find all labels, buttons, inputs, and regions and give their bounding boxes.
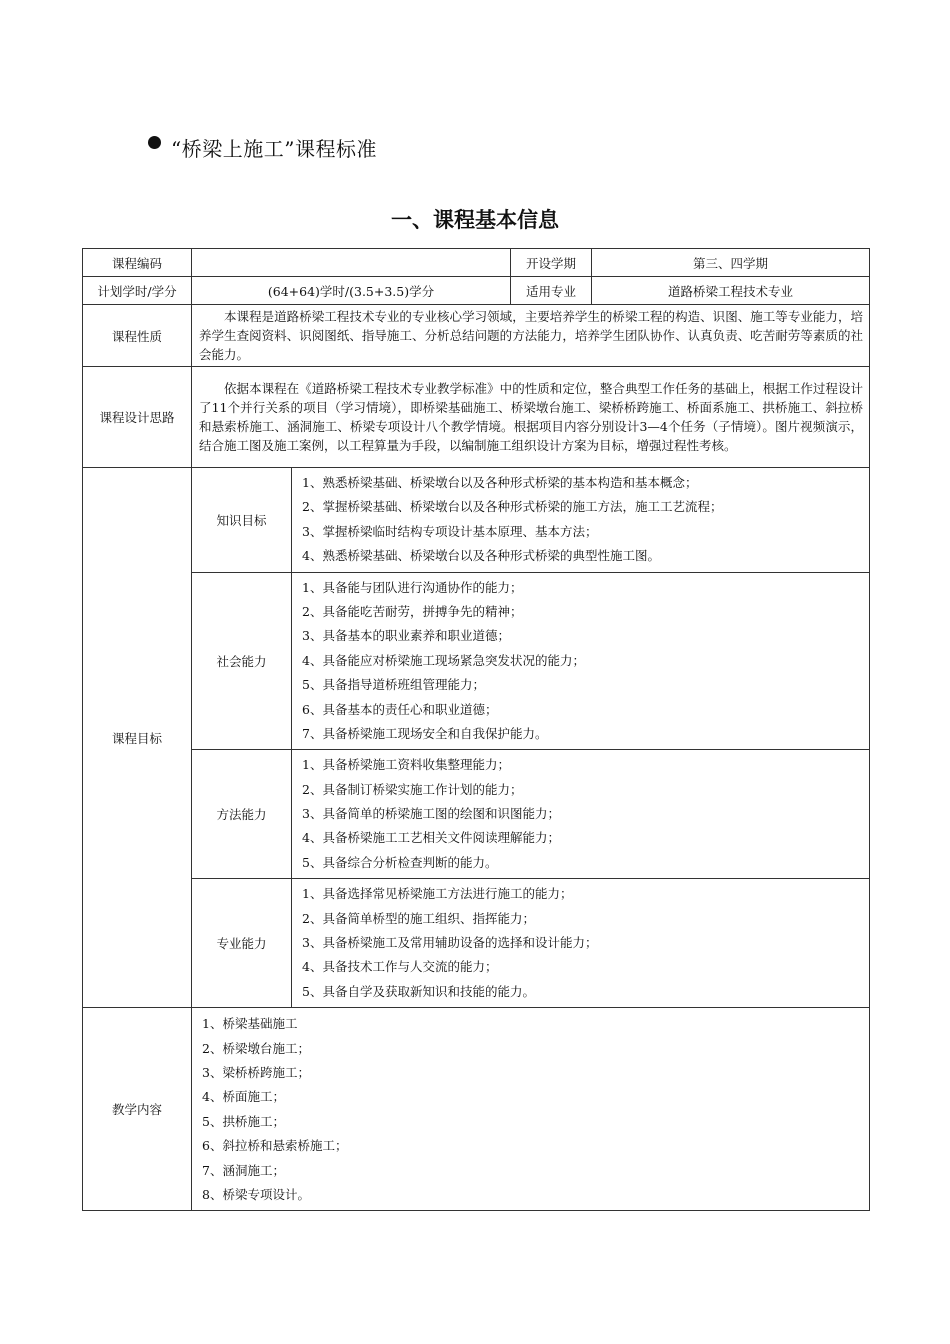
section-heading: 一、课程基本信息 <box>391 208 559 232</box>
semester-value: 第三、四学期 <box>592 249 870 277</box>
goals-label: 课程目标 <box>83 468 192 1008</box>
list-item: 1、具备桥梁施工资料收集整理能力； <box>302 757 510 773</box>
list-item: 1、熟悉桥梁基础、桥梁墩台以及各种形式桥梁的基本构造和基本概念； <box>302 475 698 490</box>
list-item: 2、掌握桥梁基础、桥梁墩台以及各种形式桥梁的施工方法，施工工艺流程； <box>302 499 723 515</box>
list-item: 7、涵洞施工； <box>202 1162 285 1178</box>
list-item: 4、具备技术工作与人交流的能力； <box>302 959 498 975</box>
list-item: 1、具备选择常见桥梁施工方法进行施工的能力； <box>302 886 573 902</box>
list-item: 8、桥梁专项设计。 <box>202 1186 310 1202</box>
list-item: 3、具备桥梁施工及常用辅助设备的选择和设计能力； <box>302 935 598 951</box>
method-label: 方法能力 <box>192 750 292 879</box>
list-item: 1、桥梁基础施工 <box>202 1016 298 1032</box>
design-text: 依据本课程在《道路桥梁工程技术专业教学标准》中的性质和定位，整合典型工作任务的基础上，根据工作过程设计了11个并行关系的项目（学习情境），即桥梁基础施工、桥梁墩台施工、梁桥桥跨施工、桥面系施工、拱桥施工、斜拉桥和悬索桥施工、涵洞施工、桥梁专项设计八个教学情境。根据项目内容分别设计3—4个任务（子情境）。图片视频演示，结合施工图及施工案例，以工程算量为手段，以编制施工组织设计方案为目标，增强过程性考核。 <box>199 381 863 453</box>
row-professional <box>83 879 870 1008</box>
list-item: 6、斜拉桥和悬索桥施工； <box>202 1138 348 1154</box>
content-label: 教学内容 <box>83 1008 192 1211</box>
list-item: 4、熟悉桥梁基础、桥梁墩台以及各种形式桥梁的典型性施工图。 <box>302 548 660 564</box>
list-item: 2、桥梁墩台施工； <box>202 1040 310 1056</box>
professional-cell <box>292 879 870 1008</box>
row-content <box>83 1008 870 1211</box>
course-code-value <box>192 249 511 277</box>
bullet-icon <box>148 136 161 149</box>
list-item: 2、具备制订桥梁实施工作计划的能力； <box>302 781 523 797</box>
list-item: 5、具备指导道桥班组管理能力； <box>302 677 485 693</box>
document-title-text: “桥梁上施工”课程标准 <box>171 136 377 161</box>
content-cell <box>192 1008 870 1211</box>
social-label: 社会能力 <box>192 572 292 750</box>
list-item: 5、具备自学及获取新知识和技能的能力。 <box>302 983 535 999</box>
row-course-code <box>83 249 870 277</box>
list-item: 2、具备能吃苦耐劳，拼搏争先的精神； <box>302 603 523 619</box>
hours-label: 计划学时/学分 <box>83 277 192 305</box>
major-value: 道路桥梁工程技术专业 <box>592 277 870 305</box>
list-item: 4、桥面施工； <box>202 1089 285 1105</box>
list-item: 2、具备简单桥型的施工组织、指挥能力； <box>302 910 535 926</box>
design-cell <box>192 367 870 468</box>
list-item: 7、具备桥梁施工现场安全和自我保护能力。 <box>302 725 548 741</box>
list-item: 5、拱桥施工； <box>202 1113 285 1129</box>
semester-label: 开设学期 <box>511 249 592 277</box>
design-label: 课程设计思路 <box>83 367 192 468</box>
row-design <box>83 367 870 468</box>
social-cell <box>292 572 870 750</box>
major-label: 适用专业 <box>511 277 592 305</box>
hours-value: (64+64)学时/(3.5+3.5)学分 <box>192 277 511 305</box>
list-item: 6、具备基本的责任心和职业道德； <box>302 701 498 717</box>
document-title <box>148 132 377 162</box>
list-item: 3、梁桥桥跨施工； <box>202 1064 310 1080</box>
nature-cell <box>192 305 870 367</box>
nature-text: 本课程是道路桥梁工程技术专业的专业核心学习领域，主要培养学生的桥梁工程的构造、识图、施工等专业能力，培养学生查阅资料、识阅图纸、指导施工、分析总结问题的方法能力，培养学生团队协作、认真负责、吃苦耐劳等素质的社会能力。 <box>199 309 863 362</box>
list-item: 3、具备基本的职业素养和职业道德； <box>302 628 510 644</box>
course-info-table <box>82 248 870 1211</box>
method-cell <box>292 750 870 879</box>
row-hours <box>83 277 870 305</box>
row-social <box>83 572 870 750</box>
list-item: 4、具备能应对桥梁施工现场紧急突发状况的能力； <box>302 652 585 668</box>
list-item: 1、具备能与团队进行沟通协作的能力； <box>302 579 523 595</box>
knowledge-label: 知识目标 <box>192 468 292 573</box>
list-item: 3、具备简单的桥梁施工图的绘图和识图能力； <box>302 806 560 822</box>
list-item: 4、具备桥梁施工工艺相关文件阅读理解能力； <box>302 830 560 846</box>
row-nature <box>83 305 870 367</box>
nature-label: 课程性质 <box>83 305 192 367</box>
professional-label: 专业能力 <box>192 879 292 1008</box>
course-code-label: 课程编码 <box>83 249 192 277</box>
list-item: 5、具备综合分析检查判断的能力。 <box>302 854 498 870</box>
list-item: 3、掌握桥梁临时结构专项设计基本原理、基本方法； <box>302 523 598 539</box>
row-method <box>83 750 870 879</box>
row-knowledge <box>83 468 870 573</box>
knowledge-cell <box>292 468 870 573</box>
